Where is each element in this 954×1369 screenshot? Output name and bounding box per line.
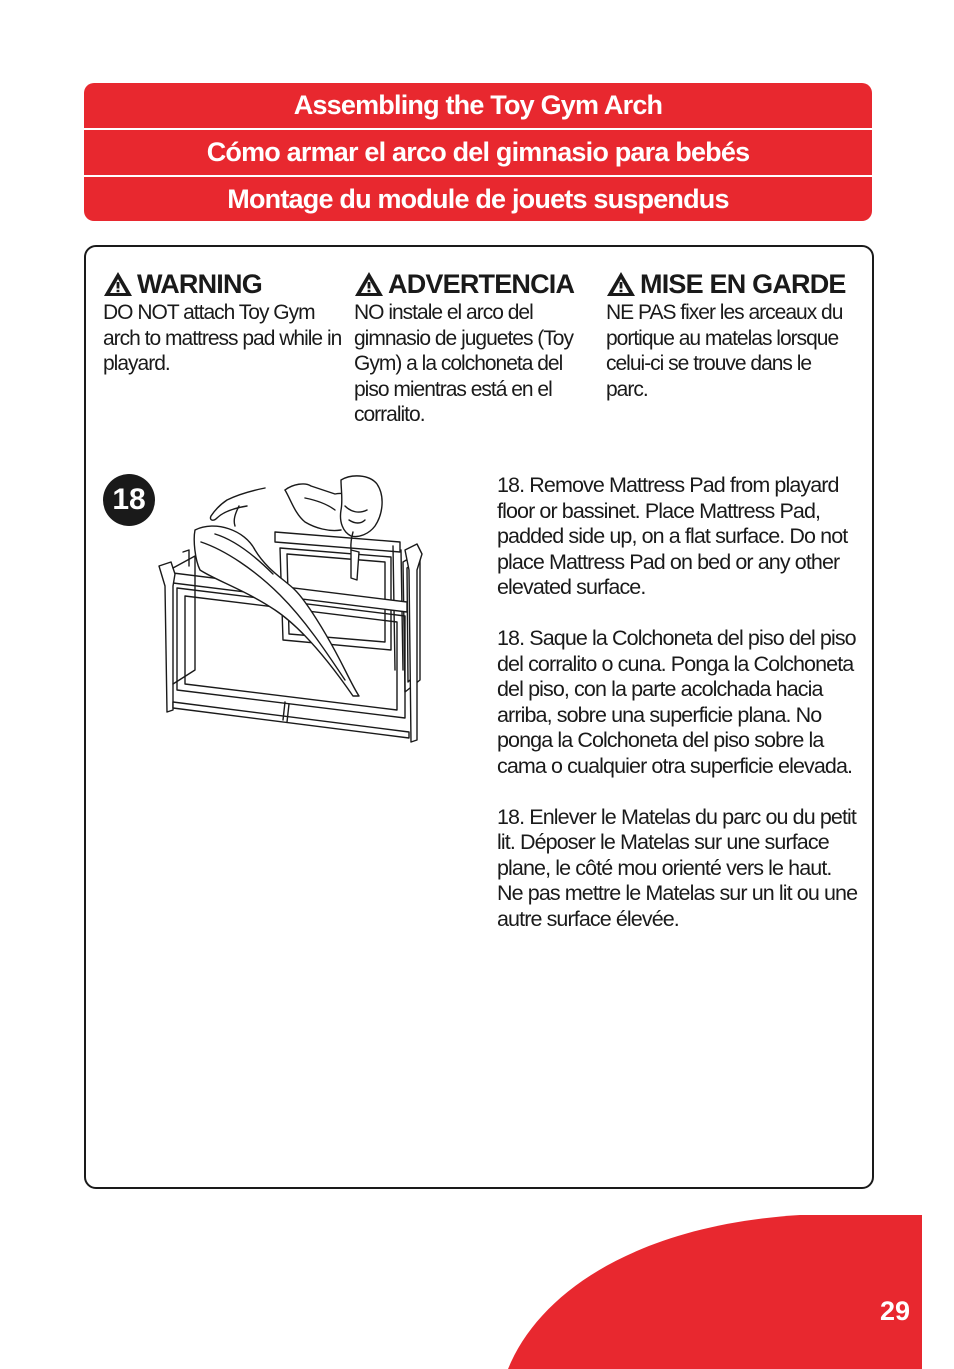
page-number: 29: [879, 1296, 911, 1326]
warning-body: NE PAS fixer les arceaux du portique au matelas lorsque celui-ci se trouve dans le parc.: [606, 301, 843, 401]
section-title-es: Cómo armar el arco del gimnasio para bebés: [84, 128, 872, 175]
warning-body: DO NOT attach Toy Gym arch to mattress pad while in playard.: [103, 301, 342, 375]
warning-title: MISE EN GARDE: [640, 269, 846, 299]
warning-body: NO instale el arco del gimnasio de juguetes (Toy Gym) a la colchoneta del piso mientras está en el corralito.: [354, 301, 573, 426]
step-number-badge: 18: [103, 474, 155, 526]
step-text-fr: 18. Enlever le Matelas du parc ou du petit lit. Déposer le Matelas sur une surface plane, le côté mou orienté vers le haut. Ne pas mettre le Matelas sur un lit ou une autre surface élevée.: [497, 804, 858, 931]
section-title-fr: Montage du module de jouets suspendus: [84, 175, 872, 221]
step-text-en: 18. Remove Mattress Pad from playard floor or bassinet. Place Mattress Pad, padded side up, on a flat surface. Do not place Mattress Pad on bed or any other elevated surface.: [497, 473, 848, 599]
warning-title: WARNING: [137, 269, 262, 299]
step-text-es: 18. Saque la Colchoneta del piso del piso del corralito o cuna. Ponga la Colchoneta del piso, con la parte acolchada hacia arriba, sobre una superficie plana. No ponga la Colchoneta del piso sobre la cama o cualquier otra superficie elevada.: [497, 626, 856, 778]
warning-title: ADVERTENCIA: [388, 269, 575, 299]
section-title-en: Assembling the Toy Gym Arch: [293, 90, 663, 120]
